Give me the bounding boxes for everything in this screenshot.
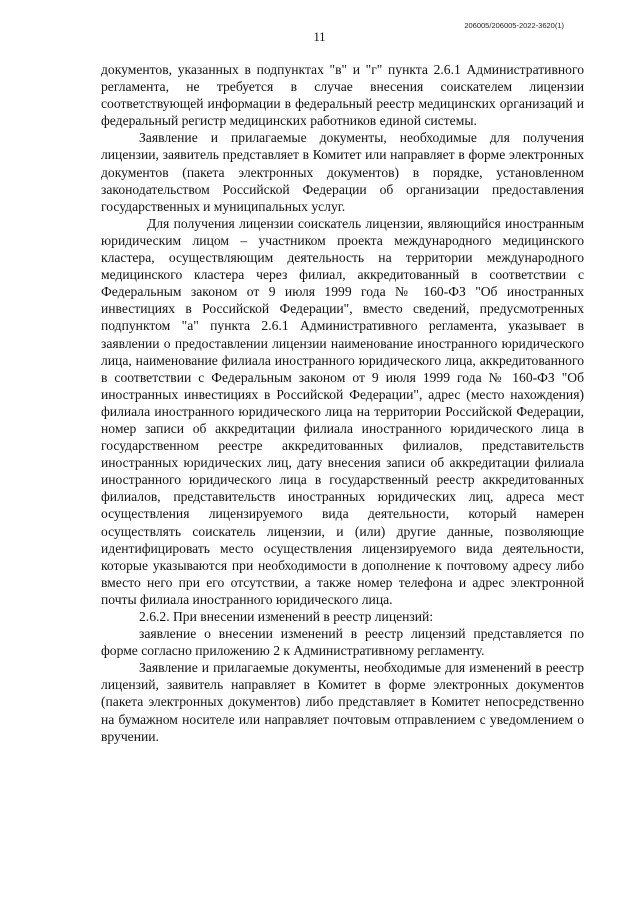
- page-number: 11: [313, 30, 326, 44]
- paragraph-application-submission: Заявление и прилагаемые документы, необходимые для получения лицензии, заявитель представляет в Комитет или направляет в форме электронных документов (пакета электронных документов) в порядке, установленном законодательством Российской Федерации об организации предоставления государственных и муниципальных услуг.: [101, 130, 584, 214]
- paragraph-section-2-6-2: 2.6.2. При внесении изменений в реестр лицензий:: [139, 609, 434, 624]
- document-body: [101, 61, 584, 745]
- paragraph-documents-not-required: документов, указанных в подпунктах "в" и "г" пункта 2.6.1 Административного регламента, не требуется в случае внесения соискателем лицензии соответствующей информации в федеральный реестр медицинских организаций и федеральный регистр медицинских работников единой системы.: [101, 62, 584, 129]
- paragraph-changes-submission: Заявление и прилагаемые документы, необходимые для изменений в реестр лицензий, заявитель направляет в Комитет в форме электронных документов (пакета электронных документов) либо представляет в Комитет непосредственно на бумажном носителе или направляет почтовым отправлением с уведомлением о вручении.: [101, 660, 584, 744]
- paragraph-changes-application-form: заявление о внесении изменений в реестр лицензий представляется по форме согласно приложению 2 к Административному регламенту.: [101, 626, 584, 659]
- paragraph-foreign-entity-license: Для получения лицензии соискатель лицензии, являющийся иностранным юридическим лицом – участником проекта международного медицинского кластера, осуществляющим деятельность на территории международного медицинского кластера через филиал, аккредитованный в соответствии с Федеральным законом от 9 июля 1999 года № 160-ФЗ "Об иностранных инвестициях в Российской Федерации", вместо сведений, предусмотренных подпунктом "а" пункта 2.6.1 Административного регламента, указывает в заявлении о предоставлении лицензии наименование иностранного юридического лица, наименование филиала иностранного юридического лица, аккредитованного в соответствии с Федеральным законом от 9 июля 1999 года № 160-ФЗ "Об иностранных инвестициях в Российской Федерации", адрес (место нахождения) филиала иностранного юридического лица на территории Российской Федерации, номер записи об аккредитации филиала иностранного юридического лица в государственном реестре аккредитованных филиалов, представительств иностранных юридических лиц, дату внесения записи об аккредитации филиала иностранного юридического лица в государственный реестр аккредитованных филиалов, представительств иностранных юридических лиц, адреса мест осуществления лицензируемого вида деятельности, который намерен осуществлять соискатель лицензии, и (или) другие данные, позволяющие идентифицировать место осуществления лицензируемого вида деятельности, которые указываются при необходимости в дополнение к почтовому адресу либо вместо него при его отсутствии, а также номер телефона и адрес электронной почты филиала иностранного юридического лица.: [101, 215, 584, 607]
- document-registration-number: 206005/206005-2022-3620(1): [464, 21, 564, 30]
